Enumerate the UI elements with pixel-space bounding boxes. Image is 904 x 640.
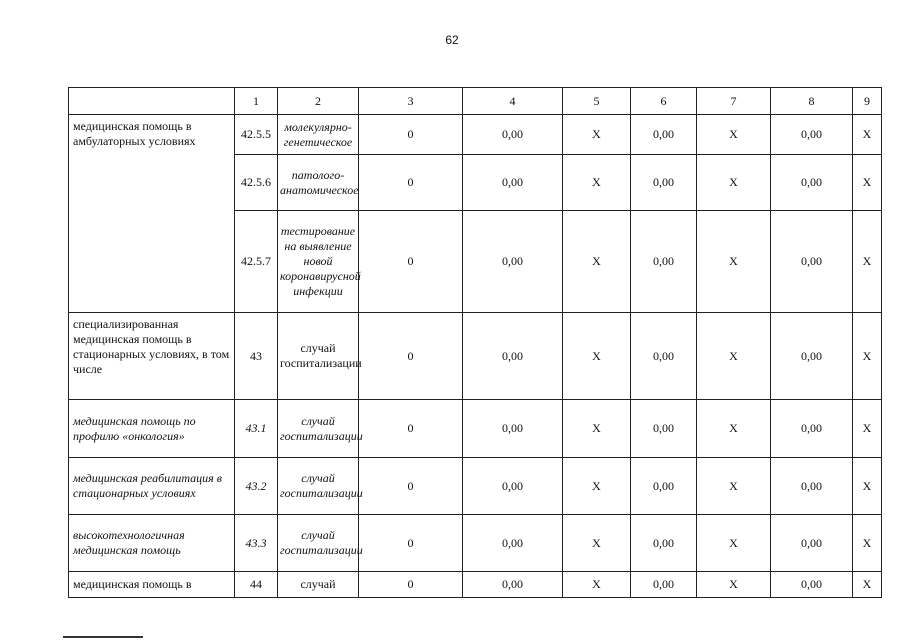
row-code: 43.2 <box>235 458 278 515</box>
cell-c8: 0,00 <box>771 115 853 155</box>
cell-c8: 0,00 <box>771 211 853 313</box>
cell-c5: X <box>563 115 631 155</box>
cell-c6: 0,00 <box>631 155 697 211</box>
row-unit: случай госпитализации <box>278 458 359 515</box>
row-code: 42.5.5 <box>235 115 278 155</box>
cell-c4: 0,00 <box>463 211 563 313</box>
cell-c9: X <box>853 515 882 572</box>
cell-c6: 0,00 <box>631 515 697 572</box>
data-table <box>68 87 882 598</box>
row-code: 44 <box>235 572 278 598</box>
cell-c7: X <box>697 515 771 572</box>
cell-c6: 0,00 <box>631 400 697 458</box>
header-cell: 7 <box>697 88 771 115</box>
cell-c9: X <box>853 400 882 458</box>
cell-c7: X <box>697 572 771 598</box>
header-cell: 2 <box>278 88 359 115</box>
cell-c5: X <box>563 458 631 515</box>
row-code: 43 <box>235 313 278 400</box>
cell-c3: 0 <box>359 400 463 458</box>
header-cell: 3 <box>359 88 463 115</box>
cell-c4: 0,00 <box>463 313 563 400</box>
cell-c5: X <box>563 211 631 313</box>
header-cell: 4 <box>463 88 563 115</box>
row-unit: патолого-анатомическое <box>278 155 359 211</box>
row-unit: молекулярно-генетическое <box>278 115 359 155</box>
cell-c6: 0,00 <box>631 313 697 400</box>
cell-c7: X <box>697 211 771 313</box>
row-name: медицинская помощь в амбулаторных условиях <box>69 115 235 313</box>
header-cell: 9 <box>853 88 882 115</box>
cell-c5: X <box>563 400 631 458</box>
cell-c7: X <box>697 115 771 155</box>
cell-c6: 0,00 <box>631 211 697 313</box>
row-code: 43.1 <box>235 400 278 458</box>
cell-c7: X <box>697 155 771 211</box>
table-row <box>69 400 882 458</box>
cell-c8: 0,00 <box>771 458 853 515</box>
cell-c8: 0,00 <box>771 155 853 211</box>
cell-c4: 0,00 <box>463 515 563 572</box>
row-code: 42.5.6 <box>235 155 278 211</box>
cell-c3: 0 <box>359 313 463 400</box>
header-cell: 1 <box>235 88 278 115</box>
cell-c6: 0,00 <box>631 572 697 598</box>
cell-c6: 0,00 <box>631 458 697 515</box>
cell-c8: 0,00 <box>771 572 853 598</box>
cell-c3: 0 <box>359 155 463 211</box>
table-row <box>69 313 882 400</box>
footnote-rule <box>63 636 143 638</box>
cell-c4: 0,00 <box>463 400 563 458</box>
cell-c3: 0 <box>359 572 463 598</box>
header-cell: 5 <box>563 88 631 115</box>
table-row <box>69 115 882 155</box>
cell-c9: X <box>853 572 882 598</box>
row-unit: случай <box>278 572 359 598</box>
cell-c3: 0 <box>359 211 463 313</box>
cell-c5: X <box>563 155 631 211</box>
cell-c3: 0 <box>359 458 463 515</box>
cell-c3: 0 <box>359 115 463 155</box>
table-row <box>69 572 882 598</box>
header-row <box>69 88 882 115</box>
cell-c8: 0,00 <box>771 515 853 572</box>
cell-c4: 0,00 <box>463 458 563 515</box>
table-row <box>69 458 882 515</box>
cell-c5: X <box>563 515 631 572</box>
cell-c3: 0 <box>359 515 463 572</box>
cell-c9: X <box>853 115 882 155</box>
row-name: специализированная медицинская помощь в стационарных условиях, в том числе <box>69 313 235 400</box>
row-name: медицинская помощь в <box>69 572 235 598</box>
cell-c9: X <box>853 458 882 515</box>
cell-c8: 0,00 <box>771 313 853 400</box>
cell-c7: X <box>697 400 771 458</box>
row-unit: случай госпитализации <box>278 400 359 458</box>
row-name: медицинская реабилитация в стационарных условиях <box>69 458 235 515</box>
row-unit: случай госпитализации <box>278 515 359 572</box>
header-cell <box>69 88 235 115</box>
row-unit: тестирование на выявление новой коронавирусной инфекции <box>278 211 359 313</box>
cell-c7: X <box>697 458 771 515</box>
header-cell: 8 <box>771 88 853 115</box>
cell-c4: 0,00 <box>463 155 563 211</box>
row-name: медицинская помощь по профилю «онкология» <box>69 400 235 458</box>
cell-c4: 0,00 <box>463 115 563 155</box>
row-code: 42.5.7 <box>235 211 278 313</box>
cell-c6: 0,00 <box>631 115 697 155</box>
cell-c9: X <box>853 155 882 211</box>
table-row <box>69 515 882 572</box>
cell-c7: X <box>697 313 771 400</box>
page-number: 62 <box>445 33 459 47</box>
row-unit: случай госпитализации <box>278 313 359 400</box>
cell-c8: 0,00 <box>771 400 853 458</box>
header-cell: 6 <box>631 88 697 115</box>
cell-c4: 0,00 <box>463 572 563 598</box>
cell-c5: X <box>563 572 631 598</box>
row-name: высокотехнологичная медицинская помощь <box>69 515 235 572</box>
cell-c5: X <box>563 313 631 400</box>
cell-c9: X <box>853 313 882 400</box>
cell-c9: X <box>853 211 882 313</box>
row-code: 43.3 <box>235 515 278 572</box>
